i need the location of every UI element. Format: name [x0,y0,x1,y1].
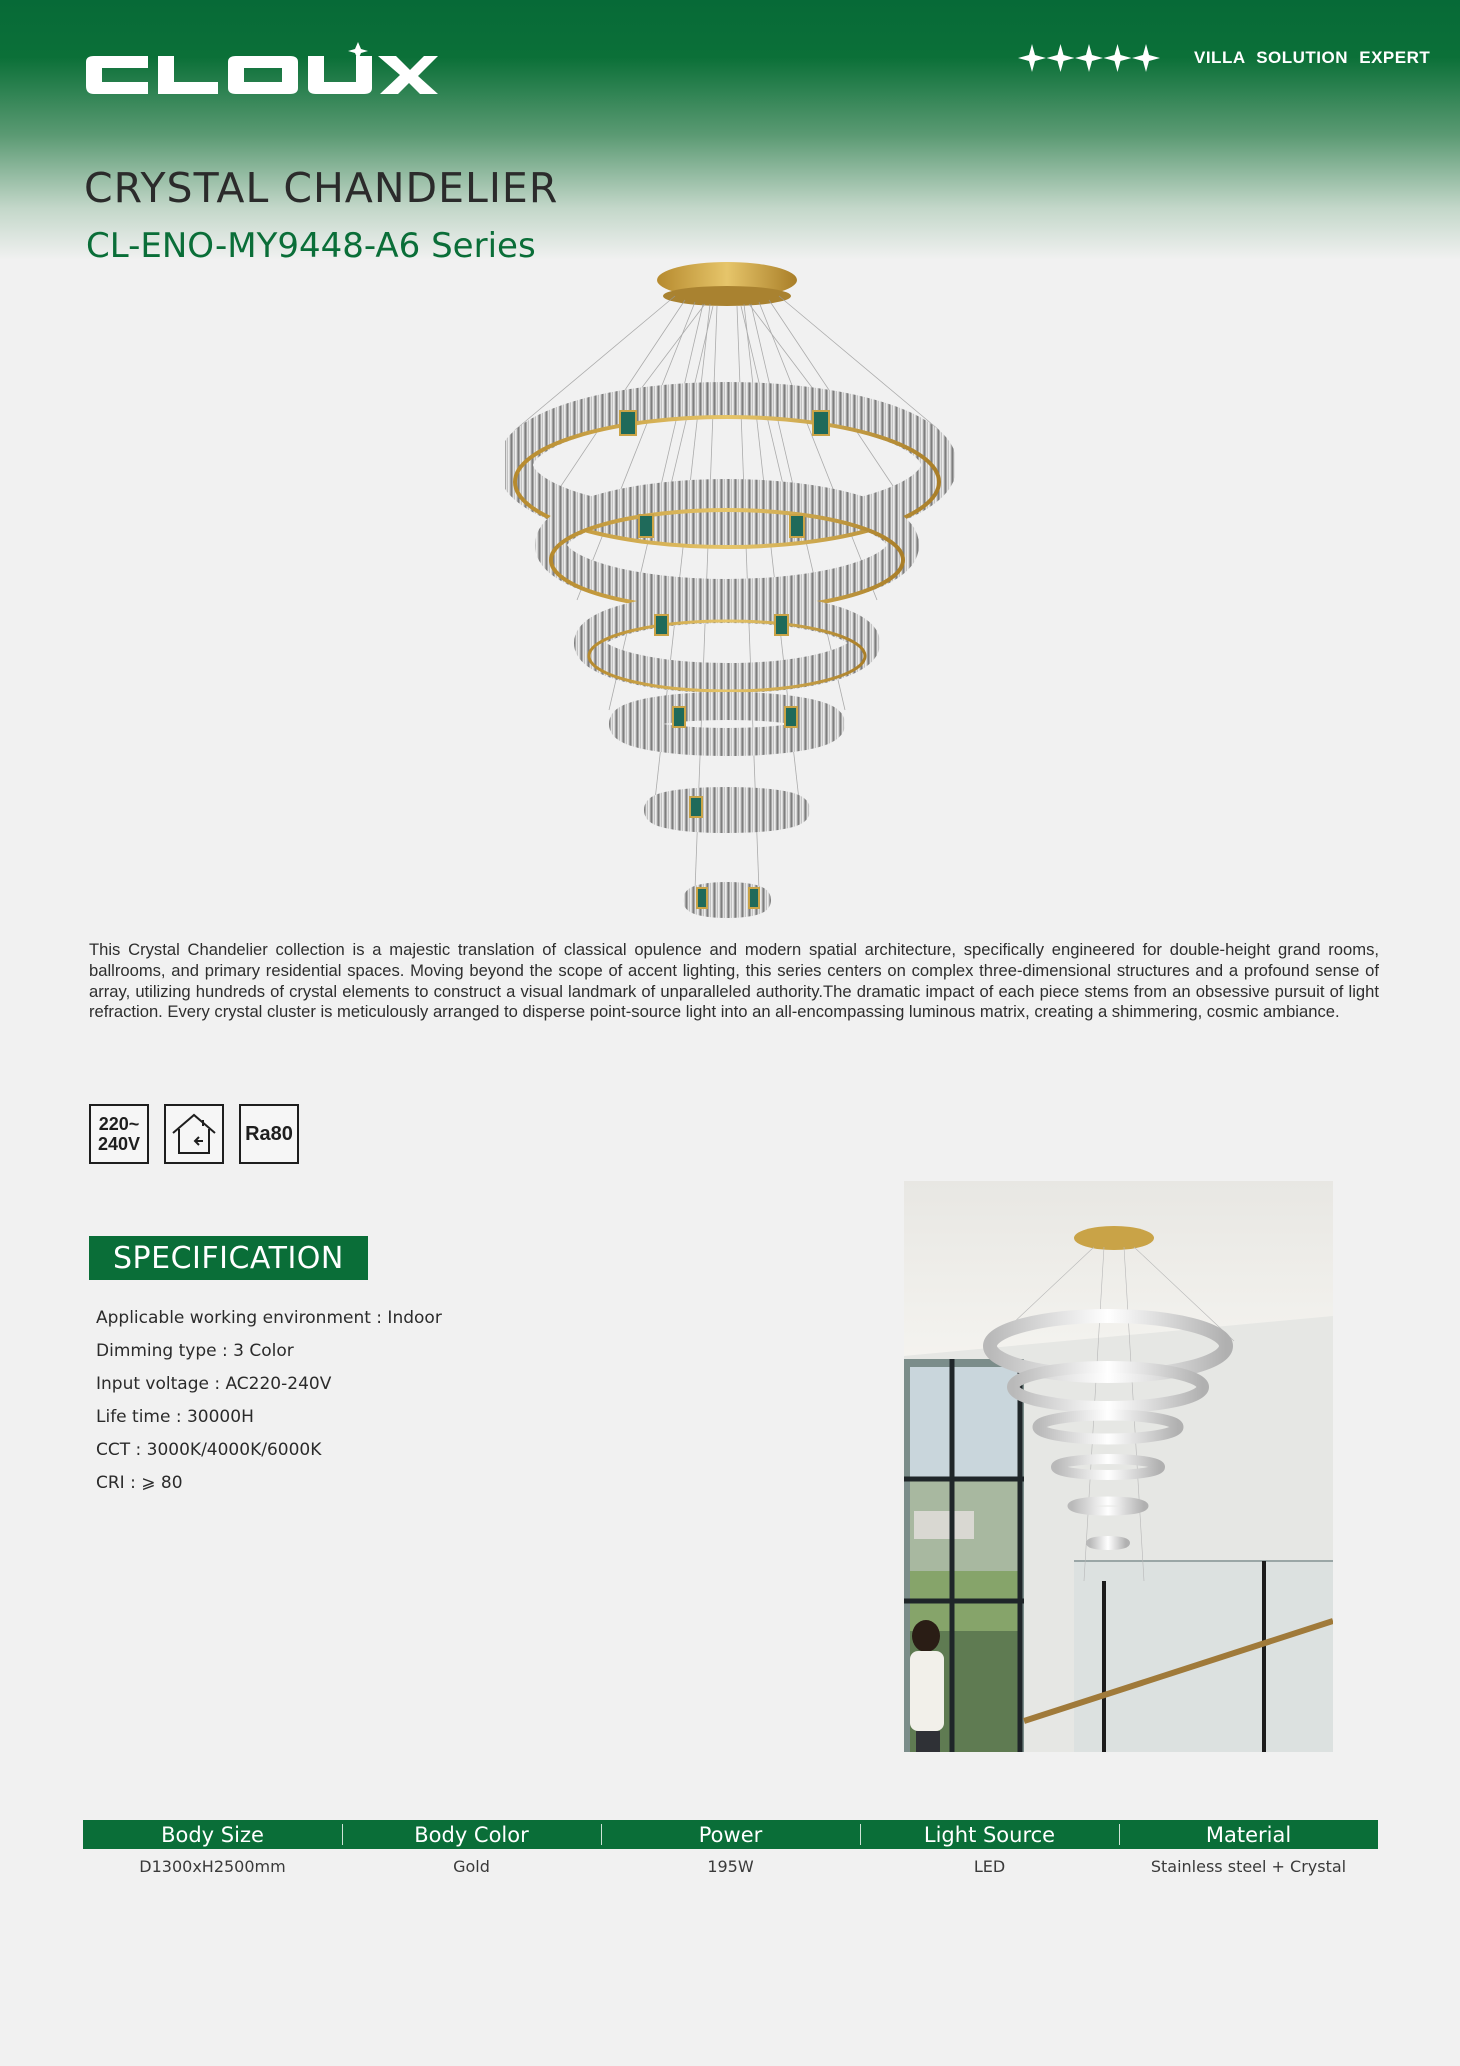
value-body-color: Gold [453,1857,490,1876]
spec-item: Life time : 30000H [96,1407,254,1427]
product-description: This Crystal Chandelier collection is a majestic translation of classical opulence and modern spatial architecture, specifically engineered for double-height grand rooms, ballrooms, and primary residential spaces. Moving beyond the scope of accent lighting, this series centers on complex three-dimensional structures and a profound sense of array, utilizing hundreds of crystal elements to construct a visual landmark of unparalleled authority.The dramatic impact of each piece stems from an obsessive pursuit of light refraction. Every crystal cluster is meticulously arranged to disperse point-source light into an all-encompassing luminous matrix, creating a shimmering, cosmic ambiance. [89,940,1379,1022]
value-body-size: D1300xH2500mm [139,1857,286,1876]
specification-list [96,1302,442,1500]
spec-item: Applicable working environment : Indoor [96,1308,442,1328]
header-body-size: Body Size [161,1823,264,1847]
voltage-badge [89,1104,149,1164]
header-power: Power [601,1820,860,1849]
voltage-icon: 220~ 240V [97,1114,141,1154]
spec-item: CRI : ⩾ 80 [96,1473,183,1493]
spec-item: Dimming type : 3 Color [96,1341,294,1361]
spec-item: Input voltage : AC220-240V [96,1374,332,1394]
spec-table-header [83,1820,1378,1849]
value-power: 195W [707,1857,754,1876]
spec-item: CCT : 3000K/4000K/6000K [96,1440,322,1460]
indoor-badge [164,1104,224,1164]
installation-photo [904,1181,1333,1752]
table-row [83,1857,1378,1876]
series-name: CL-ENO-MY9448-A6 Series [86,226,536,266]
header-material: Material [1119,1820,1378,1849]
product-image [505,260,955,920]
value-material: Stainless steel + Crystal [1150,1857,1347,1876]
header-gradient [0,0,1460,260]
indoor-house-icon [169,1111,219,1157]
specification-heading: SPECIFICATION [89,1236,368,1280]
value-light-source: LED [973,1857,1006,1876]
cri-icon: Ra80 [245,1123,293,1145]
tagline: VILLA SOLUTION EXPERT [1194,48,1431,67]
header-body-color: Body Color [342,1820,601,1849]
cri-badge [239,1104,299,1164]
brand-logo [82,42,440,104]
page-title: CRYSTAL CHANDELIER [84,164,559,212]
five-stars-icon [1018,40,1160,76]
header-light-source: Light Source [860,1820,1119,1849]
